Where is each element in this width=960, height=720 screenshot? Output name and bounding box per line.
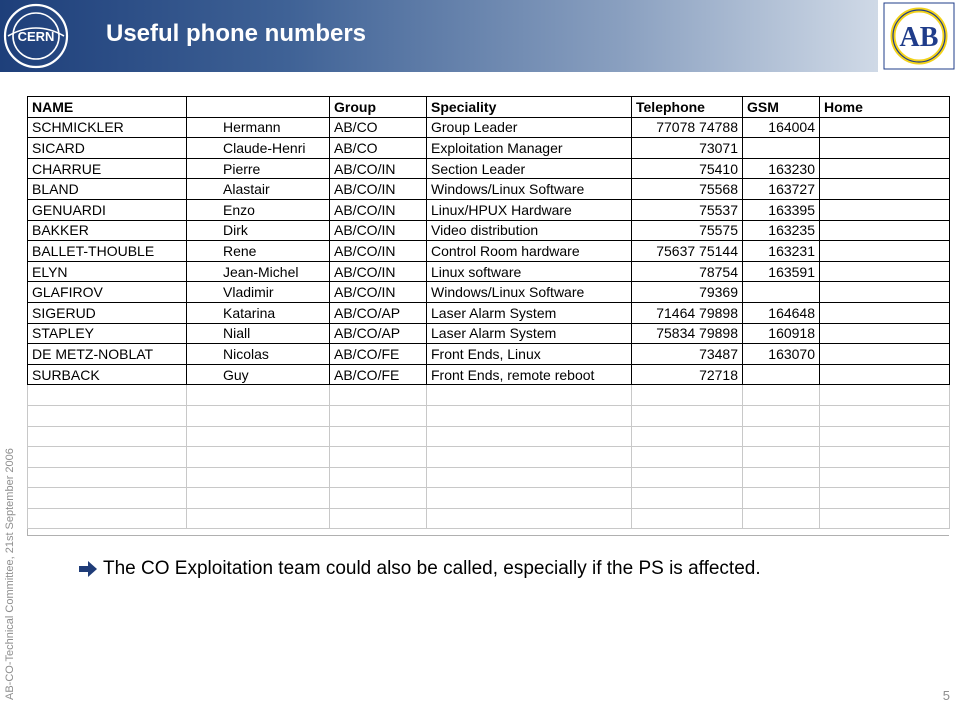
table-cell: AB/CO bbox=[330, 138, 427, 159]
empty-table-cell bbox=[632, 467, 743, 488]
table-row bbox=[28, 323, 950, 344]
empty-table-cell bbox=[820, 447, 950, 468]
table-cell: BAKKER bbox=[28, 220, 187, 241]
table-cell: AB/CO/IN bbox=[330, 241, 427, 262]
table-cell: 75834 79898 bbox=[632, 323, 743, 344]
table-cell: Linux/HPUX Hardware bbox=[427, 199, 632, 220]
empty-table-cell bbox=[187, 508, 330, 529]
empty-table-cell bbox=[743, 426, 820, 447]
table-cell: Front Ends, remote reboot bbox=[427, 364, 632, 385]
cern-logo-text: CERN bbox=[17, 29, 55, 44]
table-cell: GENUARDI bbox=[28, 199, 187, 220]
ab-logo bbox=[878, 0, 960, 72]
table-cell: Vladimir bbox=[187, 282, 330, 303]
empty-table-row bbox=[28, 467, 950, 488]
empty-table-cell bbox=[427, 467, 632, 488]
table-cell bbox=[820, 220, 950, 241]
empty-table-cell bbox=[187, 385, 330, 406]
empty-table-cell bbox=[28, 508, 187, 529]
table-cell: 163591 bbox=[743, 261, 820, 282]
empty-table-cell bbox=[330, 508, 427, 529]
column-header-blank bbox=[187, 97, 330, 118]
table-cell: 73487 bbox=[632, 344, 743, 365]
empty-table-cell bbox=[187, 447, 330, 468]
table-cell: Linux software bbox=[427, 261, 632, 282]
empty-table-cell bbox=[743, 488, 820, 509]
table-cell bbox=[820, 323, 950, 344]
empty-table-cell bbox=[632, 405, 743, 426]
table-body bbox=[28, 117, 950, 529]
table-cell: 75537 bbox=[632, 199, 743, 220]
empty-table-cell bbox=[427, 405, 632, 426]
table-cell: Hermann bbox=[187, 117, 330, 138]
table-cell: BALLET-THOUBLE bbox=[28, 241, 187, 262]
empty-table-cell bbox=[28, 426, 187, 447]
table-cell: Claude-Henri bbox=[187, 138, 330, 159]
table-header-row bbox=[28, 97, 950, 118]
table-cell bbox=[820, 364, 950, 385]
empty-table-cell bbox=[187, 467, 330, 488]
table-cell: AB/CO/IN bbox=[330, 158, 427, 179]
table-cell: Enzo bbox=[187, 199, 330, 220]
column-header-name: NAME bbox=[28, 97, 187, 118]
empty-table-cell bbox=[632, 508, 743, 529]
empty-table-cell bbox=[820, 467, 950, 488]
table-cell: AB/CO/AP bbox=[330, 302, 427, 323]
bullet-text: The CO Exploitation team could also be called, especially if the PS is affected. bbox=[103, 558, 761, 579]
table-cell: 163727 bbox=[743, 179, 820, 200]
table-cell: Jean-Michel bbox=[187, 261, 330, 282]
table-row bbox=[28, 302, 950, 323]
empty-table-cell bbox=[632, 385, 743, 406]
table-cell: AB/CO/IN bbox=[330, 261, 427, 282]
table-cell: STAPLEY bbox=[28, 323, 187, 344]
table-cell: Laser Alarm System bbox=[427, 323, 632, 344]
table-cell: SURBACK bbox=[28, 364, 187, 385]
empty-table-cell bbox=[427, 385, 632, 406]
empty-table-cell bbox=[28, 447, 187, 468]
table-row bbox=[28, 117, 950, 138]
empty-table-cell bbox=[820, 488, 950, 509]
empty-table-cell bbox=[187, 405, 330, 426]
table-cell: 78754 bbox=[632, 261, 743, 282]
empty-table-cell bbox=[330, 488, 427, 509]
table-cell bbox=[820, 158, 950, 179]
table-row bbox=[28, 158, 950, 179]
empty-table-cell bbox=[632, 488, 743, 509]
table-cell: BLAND bbox=[28, 179, 187, 200]
table-cell: AB/CO bbox=[330, 117, 427, 138]
empty-table-row bbox=[28, 508, 950, 529]
table-cell: SICARD bbox=[28, 138, 187, 159]
ab-logo-text: AB bbox=[899, 22, 939, 53]
table-cell: 163230 bbox=[743, 158, 820, 179]
table-row bbox=[28, 138, 950, 159]
table-cell: 163231 bbox=[743, 241, 820, 262]
table-cell: 163070 bbox=[743, 344, 820, 365]
empty-table-cell bbox=[427, 447, 632, 468]
table-row bbox=[28, 241, 950, 262]
table-cell bbox=[820, 344, 950, 365]
table-row bbox=[28, 220, 950, 241]
empty-table-cell bbox=[187, 488, 330, 509]
table-cell: 75568 bbox=[632, 179, 743, 200]
empty-table-cell bbox=[743, 508, 820, 529]
table-cell: 77078 74788 bbox=[632, 117, 743, 138]
slide-header bbox=[0, 0, 960, 72]
table-cell: AB/CO/AP bbox=[330, 323, 427, 344]
table-cell: CHARRUE bbox=[28, 158, 187, 179]
empty-table-row bbox=[28, 447, 950, 468]
arrow-bullet-icon bbox=[78, 560, 98, 578]
table-cell: 75410 bbox=[632, 158, 743, 179]
empty-table-cell bbox=[743, 405, 820, 426]
table-cell: Exploitation Manager bbox=[427, 138, 632, 159]
empty-table-cell bbox=[743, 467, 820, 488]
empty-table-cell bbox=[330, 405, 427, 426]
table-cell: AB/CO/IN bbox=[330, 282, 427, 303]
table-cell: Nicolas bbox=[187, 344, 330, 365]
empty-table-cell bbox=[427, 426, 632, 447]
empty-table-cell bbox=[632, 426, 743, 447]
table-cell: Video distribution bbox=[427, 220, 632, 241]
table-cell: SIGERUD bbox=[28, 302, 187, 323]
table-row bbox=[28, 199, 950, 220]
table-cell bbox=[743, 138, 820, 159]
slide-title: Useful phone numbers bbox=[106, 20, 367, 47]
column-header-group: Group bbox=[330, 97, 427, 118]
table-cell: Alastair bbox=[187, 179, 330, 200]
empty-table-cell bbox=[28, 385, 187, 406]
table-cell: Control Room hardware bbox=[427, 241, 632, 262]
empty-table-cell bbox=[632, 447, 743, 468]
table-cell: GLAFIROV bbox=[28, 282, 187, 303]
empty-table-cell bbox=[330, 467, 427, 488]
empty-table-cell bbox=[427, 508, 632, 529]
table-cell: DE METZ-NOBLAT bbox=[28, 344, 187, 365]
page-number: 5 bbox=[942, 688, 950, 703]
column-header-telephone: Telephone bbox=[632, 97, 743, 118]
table-cell: ELYN bbox=[28, 261, 187, 282]
phone-table bbox=[27, 96, 950, 529]
empty-table-row bbox=[28, 426, 950, 447]
table-cell: SCHMICKLER bbox=[28, 117, 187, 138]
cern-logo bbox=[0, 0, 72, 72]
empty-table-cell bbox=[330, 447, 427, 468]
table-cell: Pierre bbox=[187, 158, 330, 179]
table-cell bbox=[743, 282, 820, 303]
table-cell: Group Leader bbox=[427, 117, 632, 138]
empty-table-row bbox=[28, 488, 950, 509]
empty-table-cell bbox=[820, 405, 950, 426]
table-cell: Front Ends, Linux bbox=[427, 344, 632, 365]
empty-table-cell bbox=[743, 385, 820, 406]
table-cell: Katarina bbox=[187, 302, 330, 323]
table-cell bbox=[820, 302, 950, 323]
table-cell bbox=[820, 117, 950, 138]
table-cell: Guy bbox=[187, 364, 330, 385]
table-cell: AB/CO/FE bbox=[330, 344, 427, 365]
table-cell: 163395 bbox=[743, 199, 820, 220]
table-cell bbox=[820, 138, 950, 159]
column-header-home: Home bbox=[820, 97, 950, 118]
table-cell: 163235 bbox=[743, 220, 820, 241]
table-cell bbox=[820, 179, 950, 200]
empty-table-cell bbox=[427, 488, 632, 509]
table-row bbox=[28, 179, 950, 200]
empty-table-row bbox=[28, 405, 950, 426]
empty-table-cell bbox=[820, 508, 950, 529]
table-cell: AB/CO/FE bbox=[330, 364, 427, 385]
empty-table-cell bbox=[330, 385, 427, 406]
table-cell: 75575 bbox=[632, 220, 743, 241]
empty-table-cell bbox=[187, 426, 330, 447]
table-cell: Section Leader bbox=[427, 158, 632, 179]
table-cell: Windows/Linux Software bbox=[427, 282, 632, 303]
side-footer-text: AB-CO-Technical Committee, 21st September 2006 bbox=[4, 448, 16, 700]
table-cell: 160918 bbox=[743, 323, 820, 344]
table-cell bbox=[820, 241, 950, 262]
table-cell bbox=[820, 261, 950, 282]
table-cell: 72718 bbox=[632, 364, 743, 385]
table-cell: AB/CO/IN bbox=[330, 199, 427, 220]
empty-table-cell bbox=[820, 385, 950, 406]
table-cell: AB/CO/IN bbox=[330, 179, 427, 200]
table-cell: 75637 75144 bbox=[632, 241, 743, 262]
table-cell: 71464 79898 bbox=[632, 302, 743, 323]
empty-table-cell bbox=[743, 447, 820, 468]
table-cell: Laser Alarm System bbox=[427, 302, 632, 323]
empty-table-cell bbox=[28, 488, 187, 509]
empty-table-cell bbox=[820, 426, 950, 447]
table-cell: AB/CO/IN bbox=[330, 220, 427, 241]
column-header-gsm: GSM bbox=[743, 97, 820, 118]
table-cell: 164004 bbox=[743, 117, 820, 138]
table-cell: 73071 bbox=[632, 138, 743, 159]
empty-table-cell bbox=[330, 426, 427, 447]
table-cell: Dirk bbox=[187, 220, 330, 241]
table-cell: Rene bbox=[187, 241, 330, 262]
table-cell bbox=[743, 364, 820, 385]
column-header-speciality: Speciality bbox=[427, 97, 632, 118]
empty-table-row bbox=[28, 385, 950, 406]
table-row bbox=[28, 261, 950, 282]
table-cell bbox=[820, 282, 950, 303]
table-row bbox=[28, 364, 950, 385]
table-cell: 164648 bbox=[743, 302, 820, 323]
table-row bbox=[28, 282, 950, 303]
table-cell: Niall bbox=[187, 323, 330, 344]
empty-table-cell bbox=[28, 405, 187, 426]
table-cell: Windows/Linux Software bbox=[427, 179, 632, 200]
table-row bbox=[28, 344, 950, 365]
table-cell: 79369 bbox=[632, 282, 743, 303]
empty-table-cell bbox=[28, 467, 187, 488]
table-cell bbox=[820, 199, 950, 220]
